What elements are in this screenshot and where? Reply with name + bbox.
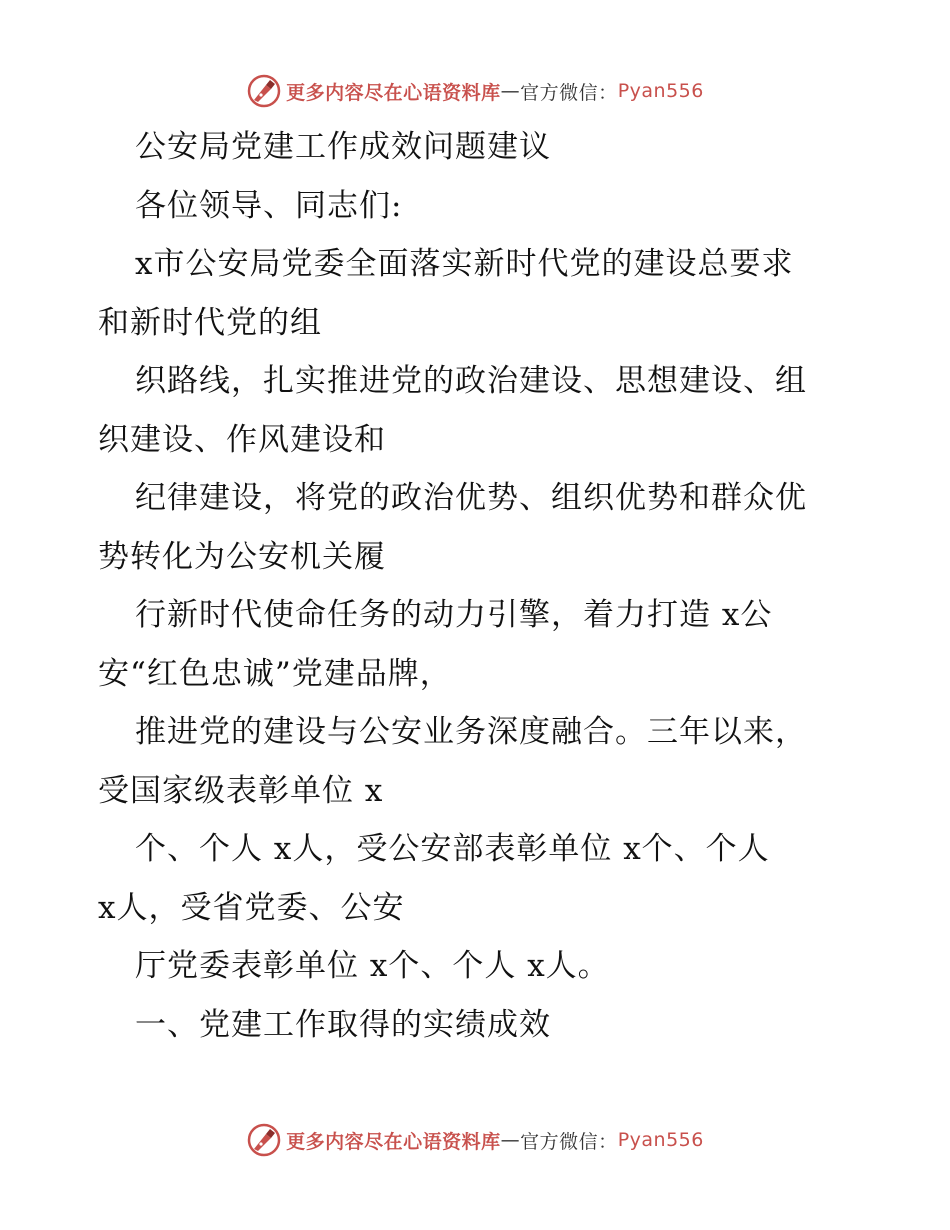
document-body bbox=[98, 118, 858, 1054]
paragraph-line: 个、个人 x人，受公安部表彰单位 x个、个人 bbox=[135, 831, 770, 867]
watermark-contact-label: 官方微信： bbox=[520, 81, 618, 104]
watermark-separator: — bbox=[500, 1129, 521, 1151]
header-watermark-banner bbox=[0, 71, 950, 111]
paragraph-line: 各位领导、同志们: bbox=[135, 187, 403, 224]
paragraph-line: 和新时代党的组 bbox=[98, 304, 322, 341]
document-title: 公安局党建工作成效问题建议 bbox=[135, 129, 551, 165]
watermark-contact-label: 官方微信： bbox=[520, 1130, 618, 1153]
paragraph-line: 安“红色忠诚”党建品牌， bbox=[98, 655, 452, 692]
paragraph-line: 行新时代使命任务的动力引擎，着力打造 x公 bbox=[135, 597, 773, 633]
paragraph-line: 势转化为公安机关履 bbox=[98, 538, 386, 575]
footer-watermark-banner bbox=[0, 1120, 950, 1160]
watermark-contact-id: Pyan556 bbox=[617, 1129, 704, 1151]
paragraph-line: x市公安局党委全面落实新时代党的建设总要求 bbox=[135, 246, 794, 282]
paragraph-line: 推进党的建设与公安业务深度融合。三年以来， bbox=[135, 714, 807, 750]
watermark-contact-id: Pyan556 bbox=[617, 80, 704, 102]
paragraph-line: 受国家级表彰单位 x bbox=[98, 772, 384, 809]
paragraph-line: 织路线，扎实推进党的政治建设、思想建设、组 bbox=[135, 363, 807, 399]
paragraph-line: 厅党委表彰单位 x个、个人 x人。 bbox=[135, 948, 610, 984]
paragraph-line: 织建设、作风建设和 bbox=[98, 421, 386, 458]
watermark-separator: — bbox=[500, 80, 521, 102]
watermark-main-text: 更多内容尽在心语资料库 bbox=[286, 81, 501, 104]
paragraph-line: x人，受省党委、公安 bbox=[98, 889, 405, 926]
watermark-main-text: 更多内容尽在心语资料库 bbox=[286, 1130, 501, 1153]
paragraph-line: 一、党建工作取得的实绩成效 bbox=[135, 1006, 551, 1043]
paragraph-line: 纪律建设，将党的政治优势、组织优势和群众优 bbox=[135, 480, 807, 516]
pen-nib-logo-icon bbox=[246, 73, 282, 109]
pen-nib-logo-icon bbox=[246, 1122, 282, 1158]
